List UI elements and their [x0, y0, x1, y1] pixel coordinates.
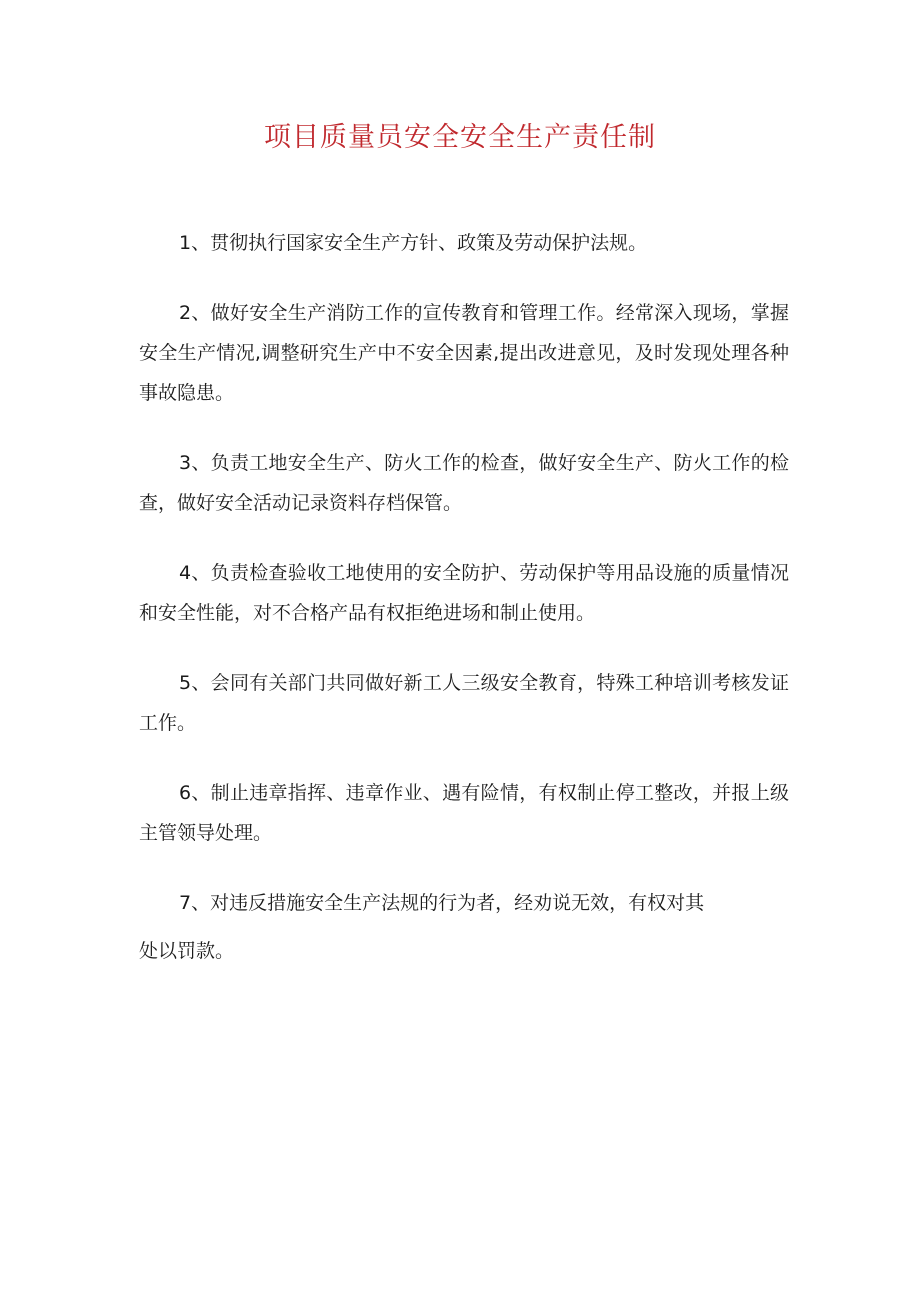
- clause-4: 4、负责检查验收工地使用的安全防护、劳动保护等用品设施的质量情况和安全性能，对不合格产品有权拒绝进场和制止使用。: [139, 562, 789, 624]
- clause-7-tail: 处以罚款。: [139, 940, 235, 962]
- clause-7: [139, 883, 789, 971]
- clause-1: 1、贯彻执行国家安全生产方针、政策及劳动保护法规。: [179, 232, 648, 254]
- document-title: 项目质量员安全安全生产责任制: [264, 122, 656, 153]
- clause-7-text: 7、对违反措施安全生产法规的行为者，经劝说无效，有权对其: [179, 892, 705, 914]
- document-body: [139, 223, 789, 971]
- clause-3: 3、负责工地安全生产、防火工作的检查，做好安全生产、防火工作的检查，做好安全活动记录资料存档保管。: [139, 452, 789, 514]
- clause-6: 6、制止违章指挥、违章作业、遇有险情，有权制止停工整改，并报上级主管领导处理。: [139, 782, 789, 844]
- clause-2: 2、做好安全生产消防工作的宣传教育和管理工作。经常深入现场，掌握安全生产情况,调整研究生产中不安全因素,提出改进意见，及时发现处理各种事故隐患。: [139, 302, 789, 404]
- clause-5: 5、会同有关部门共同做好新工人三级安全教育，特殊工种培训考核发证工作。: [139, 672, 789, 734]
